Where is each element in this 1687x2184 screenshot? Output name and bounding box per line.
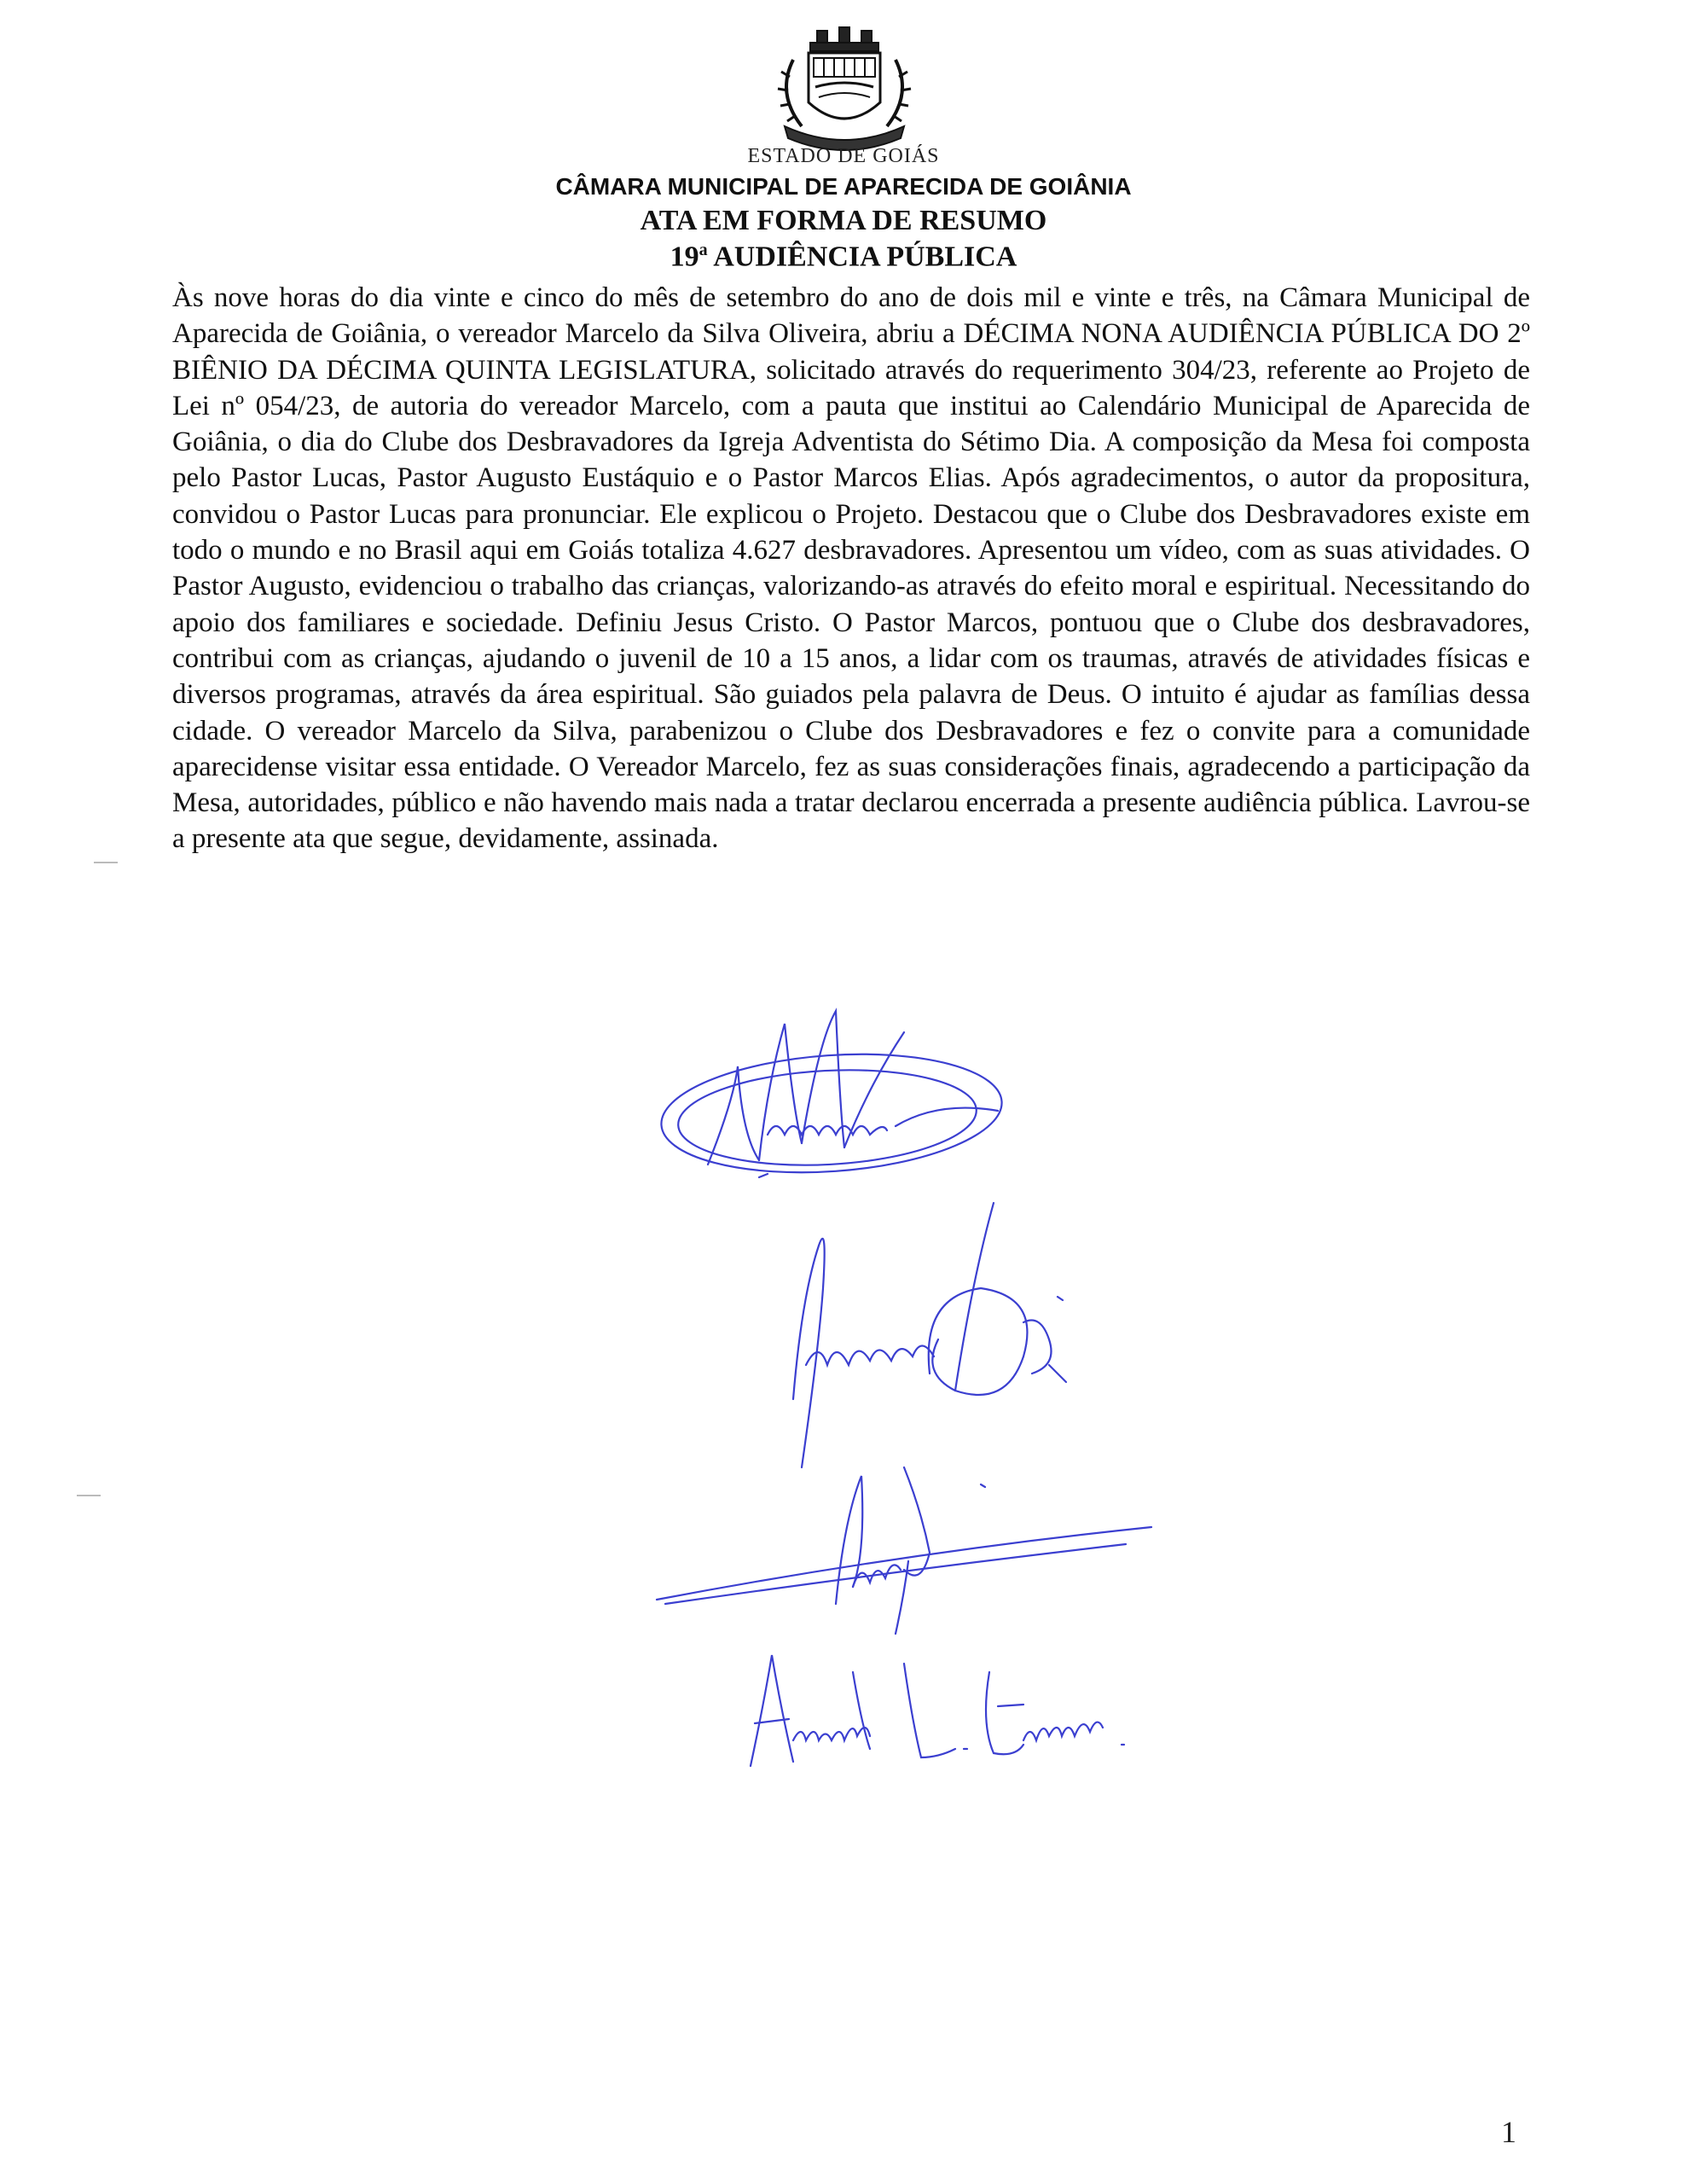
signature-3 [648,1450,1160,1642]
minutes-body-text: Às nove horas do dia vinte e cinco do mês de setembro do ano de dois mil e vinte e três, na Câmara Municipal de Aparecida de Goiânia, o vereador Marcelo da Silva Oliveira, abriu a DÉCIMA NONA AUDIÊNCIA PÚBLICA DO 2º BIÊNIO DA DÉCIMA QUINTA LEGISLATURA, solicitado através do requerimento 304/23, referente ao Projeto de Lei nº 054/23, de autoria do vereador Marcelo, com a pauta que institui ao Calendário Municipal de Aparecida de Goiânia, o dia do Clube dos Desbravadores da Igreja Adventista do Sétimo Dia. A composição da Mesa foi composta pelo Pastor Lucas, Pastor Augusto Eustáquio e o Pastor Marcos Elias. Após agradecimentos, o autor da propositura, convidou o Pastor Lucas para pronunciar. Ele explicou o Projeto. Destacou que o Clube dos Desbravadores existe em todo o mundo e no Brasil aqui em Goiás totaliza 4.627 desbravadores. Apresentou um vídeo, com as suas atividades. O Pastor Augusto, evidenciou o trabalho das crianças, valorizando-as através do efeito moral e espiritual. Necessitando do apoio dos familiares e sociedade. Definiu Jesus Cristo. O Pastor Marcos, pontuou que o Clube dos desbravadores, contribui com as crianças, ajudando o juvenil de 10 a 15 anos, a lidar com os traumas, através de atividades físicas e diversos programas, através da área espiritual. São guiados pela palavra de Deus. O intuito é ajudar as famílias dessa cidade. O vereador Marcelo da Silva, parabenizou o Clube dos Desbravadores e fez o convite para a comunidade aparecidense visitar essa entidade. O Vereador Marcelo, fez as suas considerações finais, agradecendo a participação da Mesa, autoridades, público e não havendo mais nada a tratar declarou encerrada a presente audiência pública. Lavrou-se a presente ata que segue, devidamente, assinada. [172,282,1530,855]
coat-of-arms-emblem [742,26,947,154]
subtitle-text: AUDIÊNCIA PÚBLICA [707,241,1017,273]
subtitle-ordinal: a [699,241,708,259]
signature-augusto-eustaquio [742,1638,1134,1787]
document-subtitle [0,241,1687,273]
chamber-name: CÂMARA MUNICIPAL DE APARECIDA DE GOIÂNIA [555,173,1132,200]
state-name: ESTADO DE GOIÁS [747,145,940,167]
page-number: 1 [1501,2115,1516,2149]
subtitle-number: 19 [670,241,699,273]
scan-mark [77,1495,101,1496]
scan-mark [94,862,118,863]
signature-2 [768,1194,1126,1480]
document-title: ATA EM FORMA DE RESUMO [640,205,1047,236]
